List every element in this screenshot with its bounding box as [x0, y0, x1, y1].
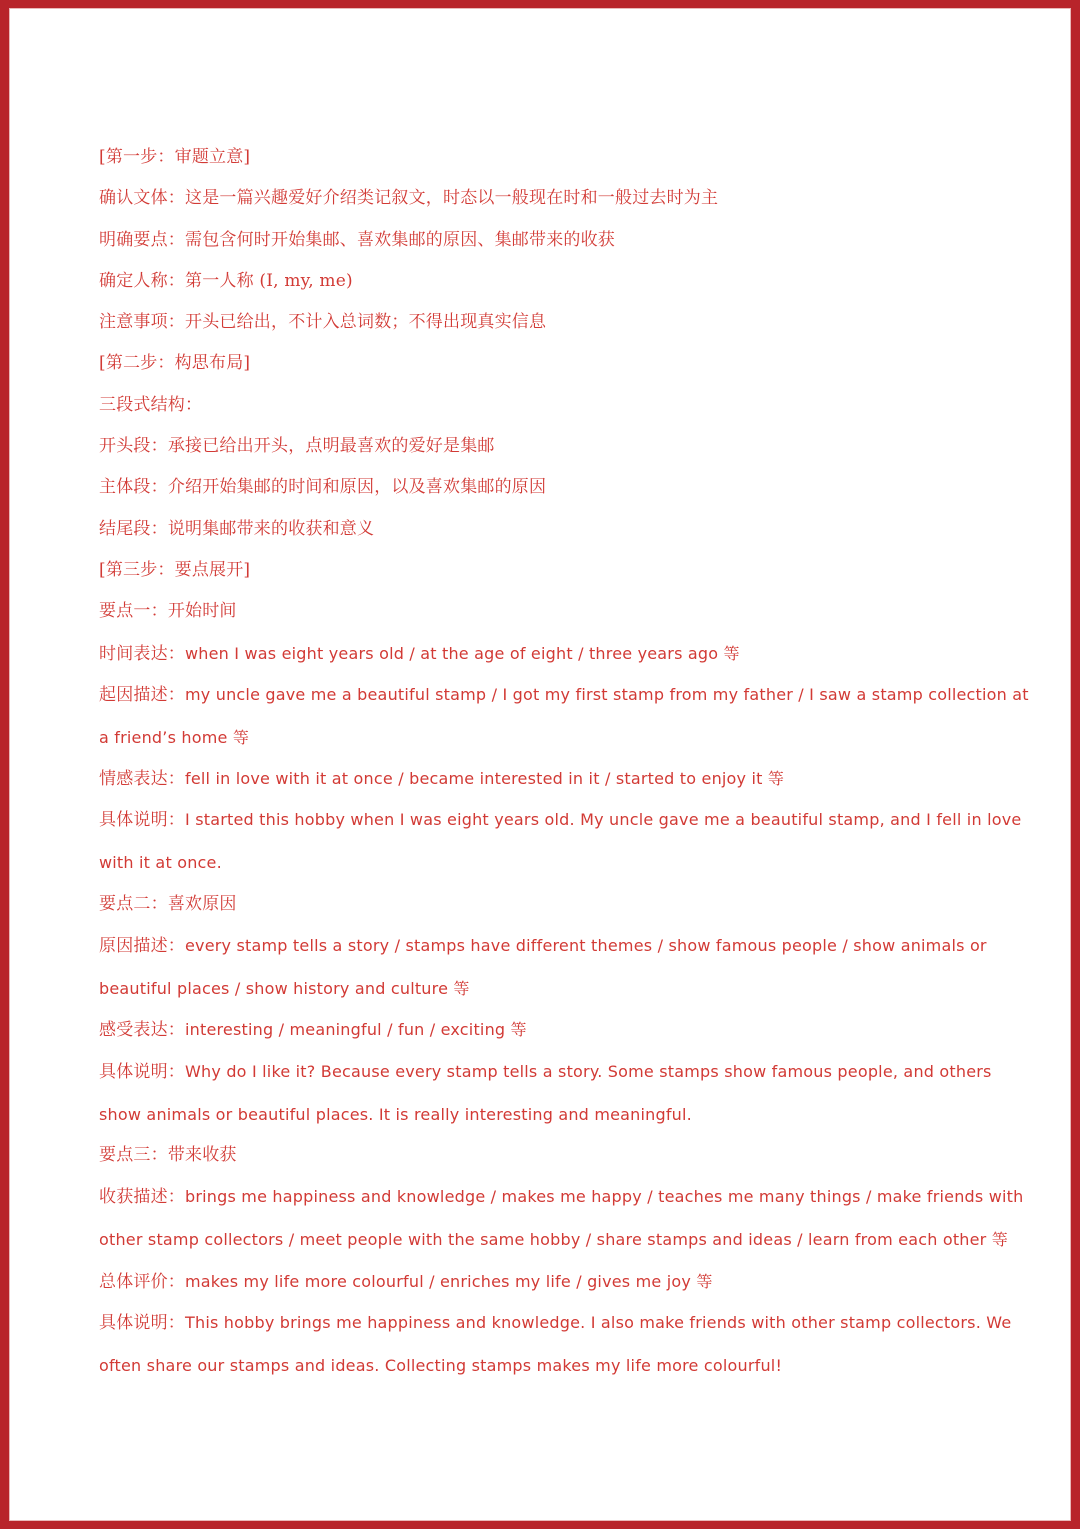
point-heading: 要点二：喜欢原因 — [99, 893, 237, 914]
text-line-continued: with it at once. — [99, 853, 222, 873]
text-line: 时间表达：when I was eight years old / at the age of eight / three years ago 等 — [99, 643, 740, 664]
text-line: 收获描述：brings me happiness and knowledge / makes me happy / teaches me many things / make friends with — [99, 1187, 1024, 1208]
paper-sheet — [9, 8, 1071, 1521]
text-line: 原因描述：every stamp tells a story / stamps have different themes / show famous people / show animals or — [99, 936, 987, 957]
text-line: 三段式结构： — [99, 394, 203, 415]
text-line: 主体段：介绍开始集邮的时间和原因，以及喜欢集邮的原因 — [99, 477, 547, 498]
text-line-continued: beautiful places / show history and culture 等 — [99, 979, 470, 999]
text-line-continued: other stamp collectors / meet people with the same hobby / share stamps and ideas / learn from each other 等 — [99, 1230, 1008, 1250]
step-heading: [第三步：要点展开] — [99, 559, 251, 580]
step-heading: [第二步：构思布局] — [99, 353, 251, 374]
point-heading: 要点三：带来收获 — [99, 1144, 237, 1165]
text-line: 情感表达：fell in love with it at once / became interested in it / started to enjoy it 等 — [99, 769, 785, 790]
text-line: 感受表达：interesting / meaningful / fun / exciting 等 — [99, 1020, 527, 1041]
text-line-continued: show animals or beautiful places. It is really interesting and meaningful. — [99, 1104, 692, 1124]
text-line-continued: often share our stamps and ideas. Collecting stamps makes my life more colourful! — [99, 1355, 783, 1375]
text-line-continued: a friend’s home 等 — [99, 727, 250, 747]
text-line: 总体评价：makes my life more colourful / enriches my life / gives me joy 等 — [99, 1271, 713, 1292]
document-body — [99, 137, 1029, 1386]
text-line: 开头段：承接已给出开头，点明最喜欢的爱好是集邮 — [99, 436, 495, 457]
text-line: 确定人称：第一人称 (I, my, me) — [99, 270, 353, 291]
text-line: 具体说明：Why do I like it? Because every stamp tells a story. Some stamps show famous people, and others — [99, 1061, 992, 1082]
text-line: 起因描述：my uncle gave me a beautiful stamp / I got my first stamp from my father / I saw a stamp collection at — [99, 684, 1029, 705]
text-line: 明确要点：需包含何时开始集邮、喜欢集邮的原因、集邮带来的收获 — [99, 229, 615, 250]
point-heading: 要点一：开始时间 — [99, 601, 237, 622]
text-line: 具体说明：This hobby brings me happiness and knowledge. I also make friends with other stamp collectors. We — [99, 1312, 1012, 1333]
text-line: 具体说明：I started this hobby when I was eight years old. My uncle gave me a beautiful stamp, and I fell in love — [99, 810, 1022, 831]
text-line: 注意事项：开头已给出，不计入总词数；不得出现真实信息 — [99, 312, 547, 333]
text-line: 确认文体：这是一篇兴趣爱好介绍类记叙文，时态以一般现在时和一般过去时为主 — [99, 188, 719, 209]
text-line: 结尾段：说明集邮带来的收获和意义 — [99, 518, 375, 539]
step-heading: [第一步：审题立意] — [99, 147, 251, 167]
